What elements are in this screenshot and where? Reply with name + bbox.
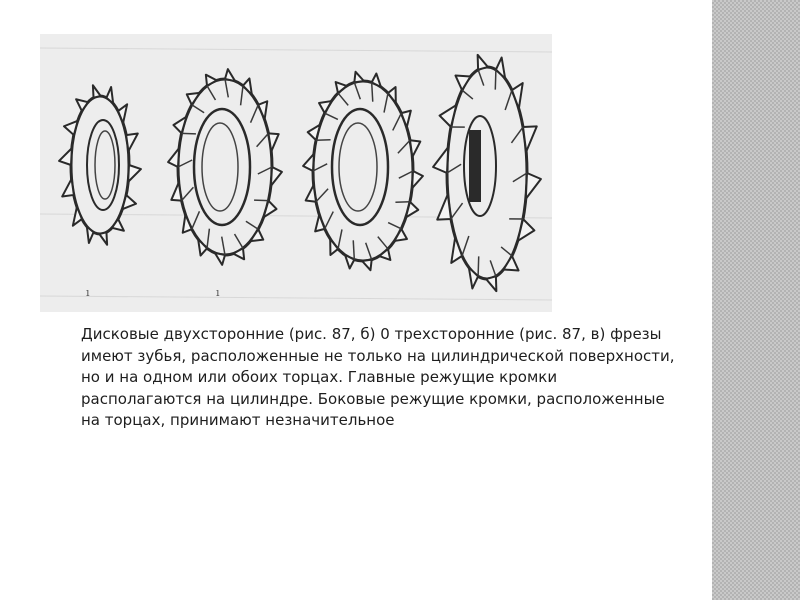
cutter-tooth bbox=[268, 133, 278, 151]
cutter-tooth bbox=[99, 232, 107, 245]
cutter-tooth bbox=[168, 148, 179, 167]
milling-cutters-illustration bbox=[40, 34, 552, 312]
cutter-tooth bbox=[354, 72, 364, 83]
slide-sidebar-pattern bbox=[712, 0, 800, 600]
side-tooth-edge bbox=[254, 200, 268, 201]
cutter-tooth bbox=[478, 55, 488, 70]
cutter-tooth bbox=[433, 147, 448, 173]
disc-cutter-2 bbox=[168, 69, 282, 265]
cutter-tooth bbox=[362, 260, 372, 271]
cutter-tooth bbox=[437, 194, 451, 219]
disc-cutter-1 bbox=[59, 85, 141, 245]
cutter-tooth bbox=[93, 85, 101, 98]
cutter-tooth bbox=[59, 148, 72, 165]
milling-cutters-drawing bbox=[40, 34, 552, 312]
figure-mark-1: ı bbox=[86, 286, 90, 299]
cutter-tooth bbox=[171, 182, 181, 200]
cutter-tooth bbox=[215, 253, 225, 265]
cutter-tooth bbox=[306, 185, 316, 202]
cutter-tooth bbox=[128, 165, 141, 182]
cutter-tooth bbox=[126, 134, 138, 152]
disc-cutter-3 bbox=[303, 72, 423, 270]
side-tooth-edge bbox=[495, 70, 496, 90]
figure-mark-2: ı bbox=[216, 286, 220, 299]
cutter-tooth bbox=[303, 154, 314, 171]
cutter-tooth bbox=[523, 126, 537, 151]
cutter-tooth bbox=[271, 167, 282, 186]
cutter-tooth bbox=[486, 276, 496, 291]
cutter-tooth bbox=[412, 171, 423, 188]
cutter-tooth bbox=[410, 140, 420, 157]
disc-cutter-4 bbox=[433, 55, 541, 291]
side-tooth-edge bbox=[182, 133, 196, 134]
cutter-tooth bbox=[62, 179, 74, 197]
side-tooth-edge bbox=[478, 256, 479, 276]
cutter-tooth bbox=[225, 69, 235, 81]
cutter-tooth bbox=[526, 173, 541, 199]
slide-body-text: Дисковые двухсторонние (рис. 87, б) 0 трехсторонние (рис. 87, в) фрезы имеют зубья, расположенные не только на цилиндрической поверхности, но и на одном или обоих торцах. Главные режущие кромки располагаются на цилиндре. Боковые режущие кромки, расположенные на торцах, принимают незначительное bbox=[81, 325, 675, 430]
